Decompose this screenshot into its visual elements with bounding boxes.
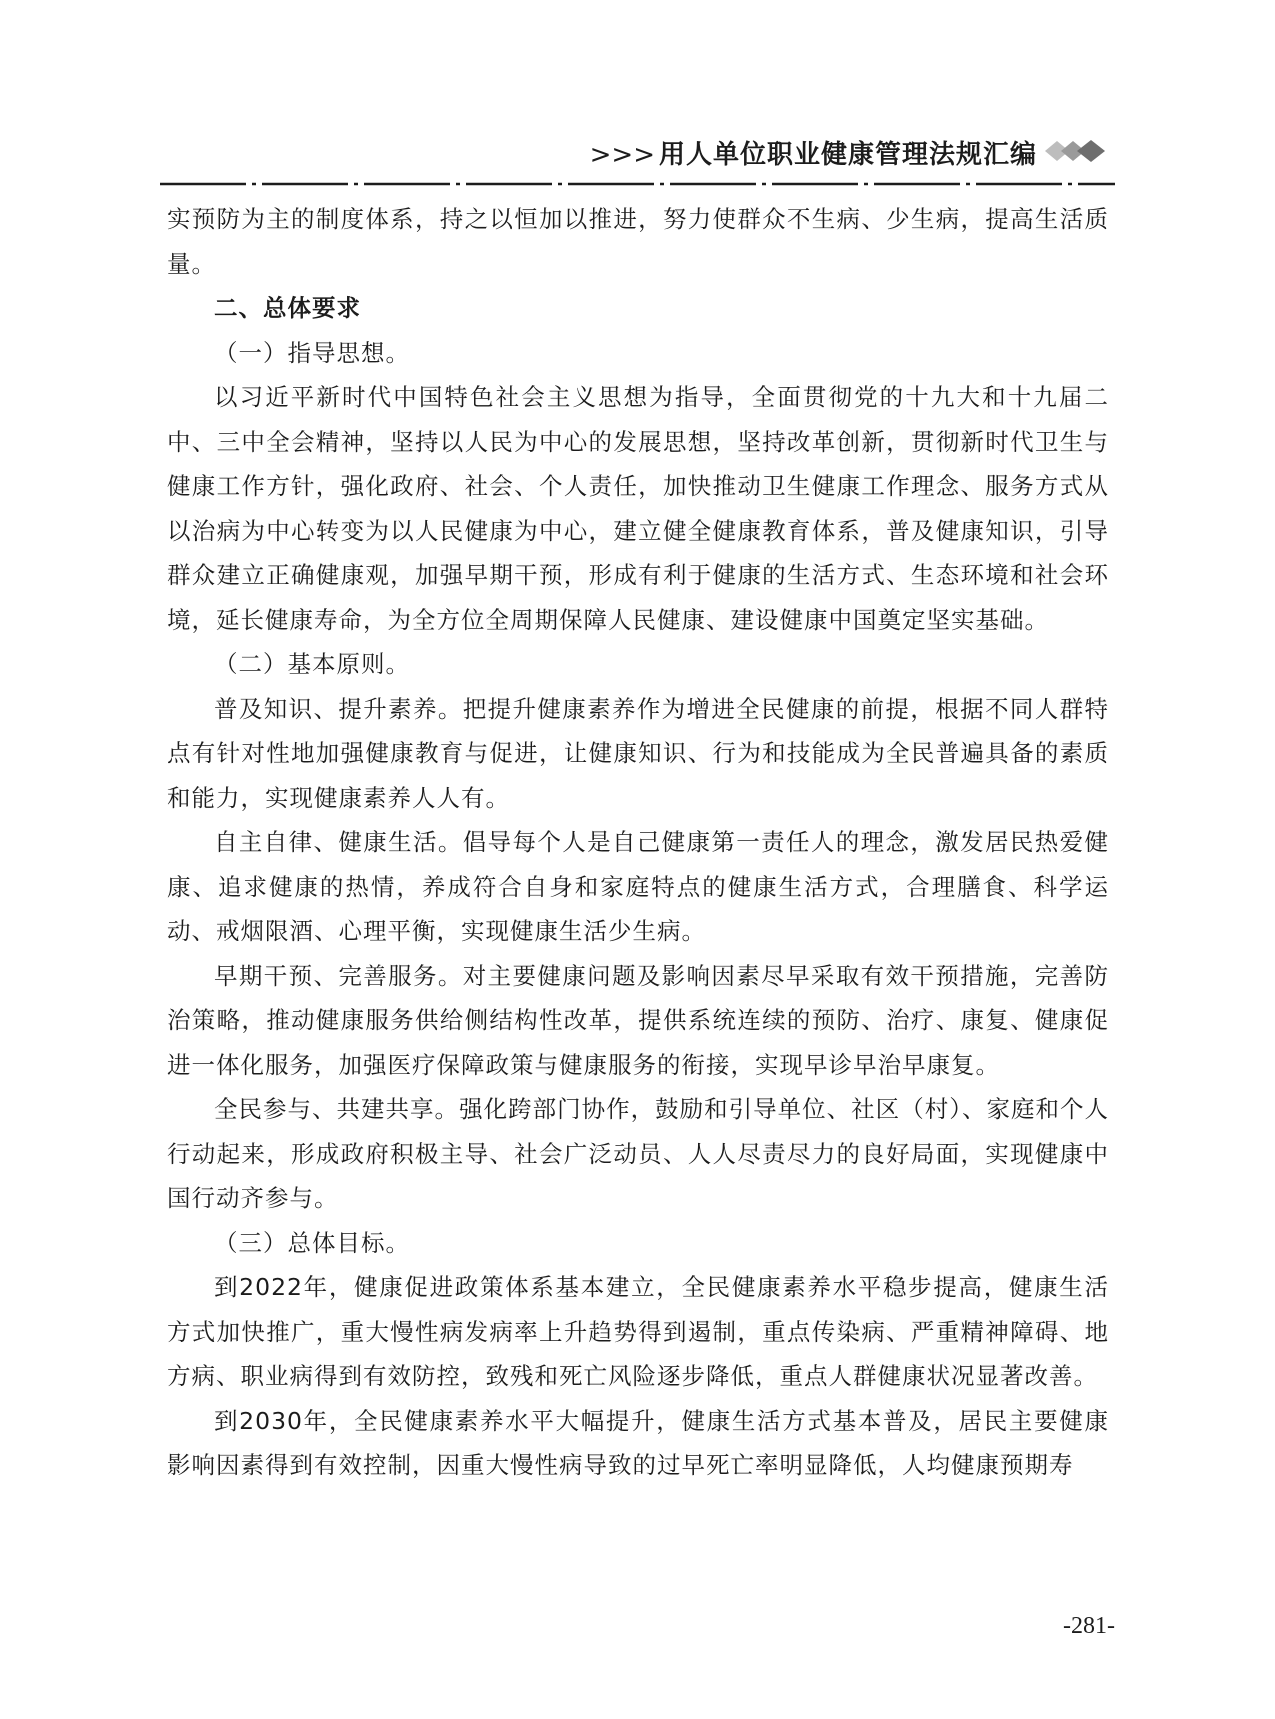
- subheading-guiding-ideology: （一）指导思想。: [214, 338, 410, 367]
- header-rule: [160, 181, 1115, 187]
- paragraph: 以习近平新时代中国特色社会主义思想为指导，全面贯彻党的十九大和十九届二中、三中全会精神，坚持以人民为中心的发展思想，坚持改革创新，贯彻新时代卫生与健康工作方针，强化政府、社会、个人责任，加快推动卫生健康工作理念、服务方式从以治病为中心转变为以人民健康为中心，建立健全健康教育体系，普及健康知识，引导群众建立正确健康观，加强早期干预，形成有利于健康的生活方式、生态环境和社会环境，延长健康寿命，为全方位全周期保障人民健康、建设健康中国奠定坚实基础。: [167, 383, 1109, 634]
- paragraph-continued: 实预防为主的制度体系，持之以恒加以推进，努力使群众不生病、少生病，提高生活质量。: [167, 205, 1109, 278]
- running-header: [160, 132, 1115, 172]
- paragraph: 早期干预、完善服务。对主要健康问题及影响因素尽早采取有效干预措施，完善防治策略，推动健康服务供给侧结构性改革，提供系统连续的预防、治疗、康复、健康促进一体化服务，加强医疗保障政策与健康服务的衔接，实现早诊早治早康复。: [167, 961, 1109, 1079]
- diamond-ornament-icon: [1043, 138, 1115, 164]
- book-title-text: 用人单位职业健康管理法规汇编: [658, 140, 1037, 170]
- paragraph: 普及知识、提升素养。把提升健康素养作为增进全民健康的前提，根据不同人群特点有针对性地加强健康教育与促进，让健康知识、行为和技能成为全民普遍具备的素质和能力，实现健康素养人人有。: [167, 694, 1109, 812]
- paragraph: 到2022年，健康促进政策体系基本建立，全民健康素养水平稳步提高，健康生活方式加快推广，重大慢性病发病率上升趋势得到遏制，重点传染病、严重精神障碍、地方病、职业病得到有效防控，致残和死亡风险逐步降低，重点人群健康状况显著改善。: [167, 1273, 1109, 1390]
- subheading-overall-goals: （三）总体目标。: [214, 1228, 410, 1257]
- paragraph: 全民参与、共建共享。强化跨部门协作，鼓励和引导单位、社区（村）、家庭和个人行动起来，形成政府积极主导、社会广泛动员、人人尽责尽力的良好局面，实现健康中国行动齐参与。: [167, 1095, 1109, 1212]
- paragraph: 到2030年，全民健康素养水平大幅提升，健康生活方式基本普及，居民主要健康影响因素得到有效控制，因重大慢性病导致的过早死亡率明显降低，人均健康预期寿: [167, 1406, 1109, 1479]
- subheading-basic-principles: （二）基本原则。: [214, 650, 410, 678]
- paragraph: 自主自律、健康生活。倡导每个人是自己健康第一责任人的理念，激发居民热爱健康、追求健康的热情，养成符合自身和家庭特点的健康生活方式，合理膳食、科学运动、戒烟限酒、心理平衡，实现健康生活少生病。: [167, 828, 1109, 945]
- page-number: -281-: [1063, 1613, 1115, 1639]
- book-title: [590, 134, 1037, 171]
- chevrons-icon: >>>: [589, 140, 655, 170]
- section-heading: 二、总体要求: [214, 294, 361, 322]
- body-text: [167, 197, 1109, 1488]
